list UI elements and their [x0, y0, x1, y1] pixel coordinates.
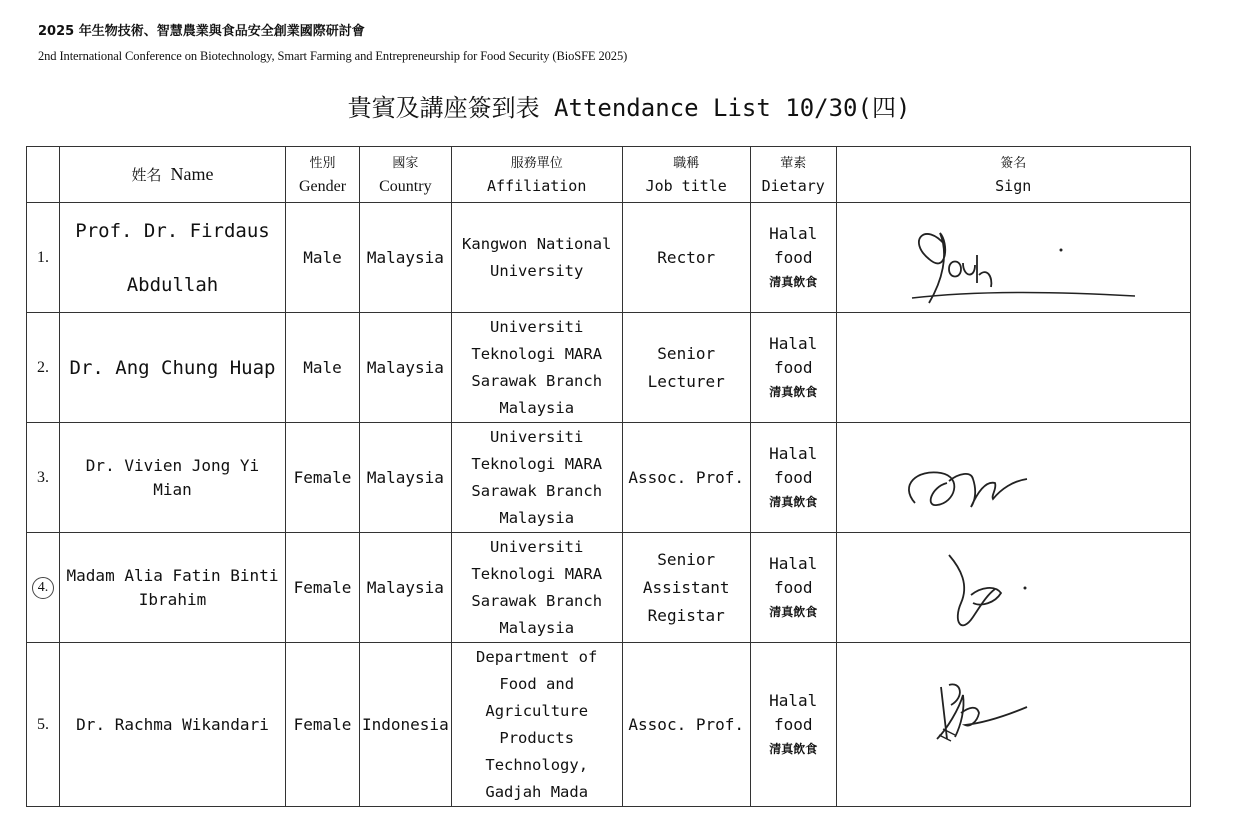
affiliation-line: Kangwon National — [462, 234, 612, 253]
signature-scribble — [837, 533, 1191, 643]
attendee-dietary — [750, 203, 836, 313]
signature-cell — [836, 203, 1190, 313]
header-affiliation — [451, 147, 622, 203]
name-line: Dr. Vivien Jong Yi — [85, 455, 260, 475]
attendee-dietary — [750, 423, 836, 533]
header-name-zh: 姓名 — [131, 165, 162, 184]
dietary-line: food — [773, 714, 813, 734]
dietary-zh: 清真飲食 — [769, 384, 818, 399]
signature-cell — [836, 533, 1190, 643]
name-line: Dr. Rachma Wikandari — [76, 714, 269, 734]
affiliation-line: Universiti — [490, 317, 584, 336]
header-affiliation-zh: 服務單位 — [510, 155, 563, 171]
conference-title-zh: 2025 年生物技術、智慧農業與食品安全創業國際研討會 — [38, 24, 365, 39]
table-row — [27, 423, 1191, 533]
dietary-line: food — [773, 247, 813, 267]
header-job-zh: 職稱 — [673, 155, 700, 171]
affiliation-line: Sarawak Branch — [471, 481, 603, 500]
affiliation-line: Food and — [499, 674, 575, 693]
row-number — [27, 533, 60, 643]
affiliation-line: Universiti — [490, 427, 584, 446]
dietary-zh: 清真飲食 — [769, 741, 818, 756]
header-job-title — [622, 147, 750, 203]
header-number — [27, 147, 60, 203]
attendee-dietary — [750, 643, 836, 807]
row-number: 3. — [27, 423, 60, 533]
header-sign — [836, 147, 1190, 203]
attendee-country: Indonesia — [360, 643, 452, 807]
dietary-zh: 清真飲食 — [769, 274, 818, 289]
attendee-gender: Female — [286, 423, 360, 533]
job-line: Registar — [647, 605, 725, 625]
attendee-gender: Female — [286, 643, 360, 807]
header-sign-zh: 簽名 — [1000, 155, 1027, 171]
attendee-country: Malaysia — [360, 313, 452, 423]
signature-scribble — [837, 423, 1191, 533]
attendee-gender: Female — [286, 533, 360, 643]
affiliation-line: University — [490, 261, 584, 280]
row-number: 2. — [27, 313, 60, 423]
header-name — [60, 147, 286, 203]
attendee-job-title — [622, 203, 750, 313]
job-line: Assoc. Prof. — [628, 714, 744, 734]
row-number-circled: 4. — [32, 577, 54, 599]
attendee-affiliation — [451, 643, 622, 807]
header-dietary-zh: 葷素 — [780, 155, 807, 171]
dietary-line: Halal — [769, 690, 818, 710]
header-gender — [286, 147, 360, 203]
attendee-job-title — [622, 423, 750, 533]
dietary-line: food — [773, 577, 813, 597]
header-gender-en: Gender — [298, 177, 347, 195]
affiliation-line: Universiti — [490, 537, 584, 556]
job-line: Senior — [657, 343, 716, 363]
affiliation-line: Sarawak Branch — [471, 591, 603, 610]
affiliation-line: Gadjah Mada — [485, 782, 589, 801]
signature-scribble — [837, 203, 1191, 313]
name-line: Ibrahim — [138, 589, 207, 609]
job-line: Lecturer — [647, 371, 725, 391]
dietary-line: Halal — [769, 223, 818, 243]
name-line: Mian — [153, 479, 192, 499]
attendee-gender: Male — [286, 203, 360, 313]
header-dietary — [750, 147, 836, 203]
signature-cell — [836, 643, 1190, 807]
header-row — [27, 147, 1191, 203]
header-gender-zh: 性別 — [309, 155, 336, 171]
header-dietary-en: Dietary — [761, 176, 825, 195]
name-line: Abdullah — [126, 273, 219, 296]
dietary-line: Halal — [769, 333, 818, 353]
affiliation-line: Products — [499, 728, 575, 747]
attendee-job-title — [622, 313, 750, 423]
attendee-affiliation — [451, 533, 622, 643]
signature-scribble — [837, 643, 1191, 807]
job-line: Assistant — [642, 577, 730, 597]
header-country-en: Country — [379, 177, 432, 195]
header-name-en: Name — [170, 163, 214, 184]
header-country — [360, 147, 452, 203]
conference-title-en: 2nd International Conference on Biotechnology, Smart Farming and Entrepreneurship for Food Security (BioSFE 2025) — [38, 49, 628, 63]
job-line: Rector — [657, 247, 716, 267]
dietary-zh: 清真飲食 — [769, 494, 818, 509]
attendee-affiliation — [451, 313, 622, 423]
affiliation-line: Department of — [476, 647, 598, 666]
attendance-table — [26, 146, 1191, 807]
attendee-country: Malaysia — [360, 203, 452, 313]
table-row — [27, 533, 1191, 643]
affiliation-line: Teknologi MARA — [471, 564, 603, 583]
attendee-affiliation — [451, 423, 622, 533]
table-row — [27, 643, 1191, 807]
affiliation-line: Agriculture — [485, 701, 589, 720]
attendee-name — [60, 203, 286, 313]
header-country-zh: 國家 — [392, 155, 419, 171]
affiliation-line: Teknologi MARA — [471, 344, 603, 363]
name-line: Madam Alia Fatin Binti — [66, 565, 279, 585]
dietary-line: Halal — [769, 443, 818, 463]
dietary-line: food — [773, 467, 813, 487]
signature-cell — [836, 313, 1190, 423]
attendee-dietary — [750, 533, 836, 643]
attendance-list-title: 貴賓及講座簽到表 Attendance List 10/30(四) — [347, 94, 911, 122]
attendee-name — [60, 533, 286, 643]
affiliation-line: Malaysia — [499, 508, 575, 527]
attendee-gender: Male — [286, 313, 360, 423]
dietary-line: food — [773, 357, 813, 377]
affiliation-line: Malaysia — [499, 618, 575, 637]
attendee-job-title — [622, 643, 750, 807]
job-line: Assoc. Prof. — [628, 467, 744, 487]
attendee-country: Malaysia — [360, 423, 452, 533]
row-number: 1. — [27, 203, 60, 313]
attendee-name — [60, 423, 286, 533]
row-number: 5. — [27, 643, 60, 807]
affiliation-line: Technology, — [485, 755, 589, 774]
affiliation-line: Malaysia — [499, 398, 575, 417]
header-sign-en: Sign — [995, 176, 1032, 195]
signature-cell — [836, 423, 1190, 533]
attendee-affiliation — [451, 203, 622, 313]
attendee-country: Malaysia — [360, 533, 452, 643]
job-line: Senior — [657, 549, 716, 569]
name-line: Prof. Dr. Firdaus — [75, 219, 270, 242]
attendee-name — [60, 643, 286, 807]
attendee-job-title — [622, 533, 750, 643]
dietary-zh: 清真飲食 — [769, 604, 818, 619]
table-row — [27, 313, 1191, 423]
name-line: Dr. Ang Chung Huap — [69, 356, 276, 379]
table-row — [27, 203, 1191, 313]
attendee-name — [60, 313, 286, 423]
attendee-dietary — [750, 313, 836, 423]
header-affiliation-en: Affiliation — [487, 176, 587, 195]
dietary-line: Halal — [769, 553, 818, 573]
affiliation-line: Sarawak Branch — [471, 371, 603, 390]
affiliation-line: Teknologi MARA — [471, 454, 603, 473]
header-job-en: Job title — [645, 176, 727, 195]
